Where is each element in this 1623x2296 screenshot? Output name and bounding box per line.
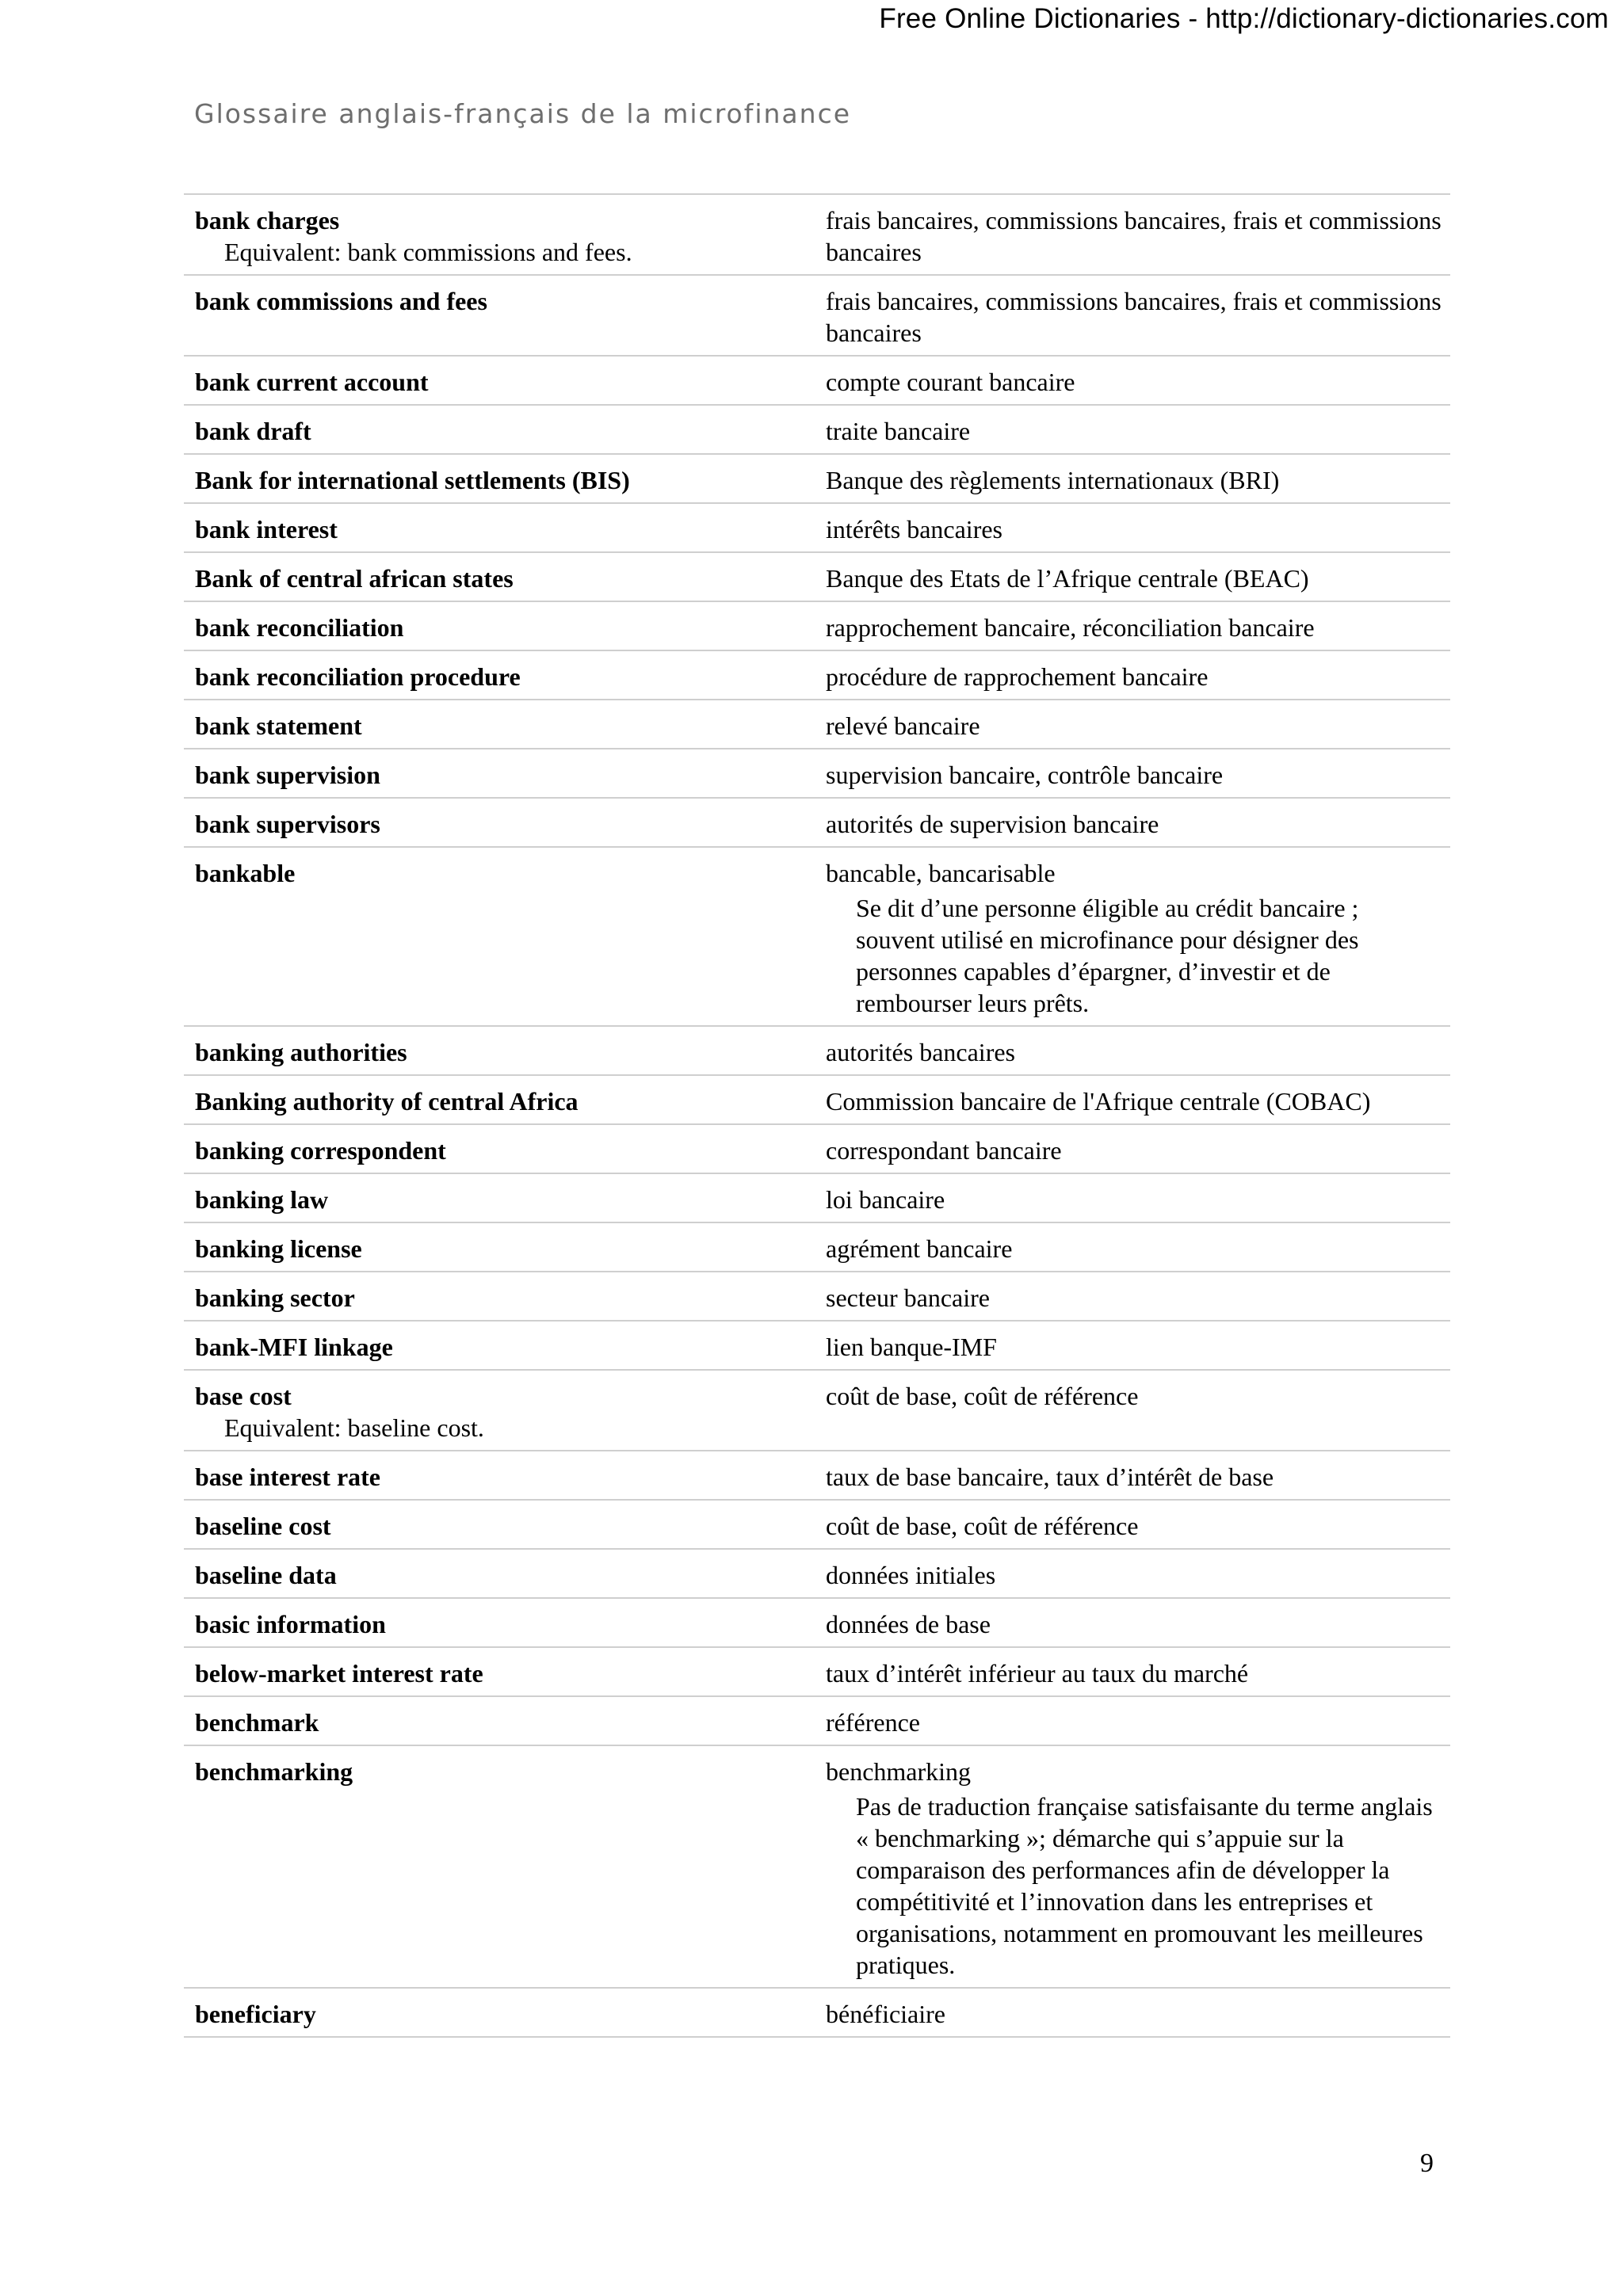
glossary-table: [184, 193, 1450, 2038]
definition-note: Se dit d’une personne éligible au crédit bancaire ; souvent utilisé en microfinance pour désigner des personnes capables d’épargner, d’investir et de rembourser leurs prêts.: [856, 894, 1359, 1017]
glossary-row: [184, 504, 1450, 553]
english-cell: [184, 1989, 818, 2036]
english-term: banking correspondent: [195, 1136, 446, 1165]
english-term: baseline data: [195, 1561, 337, 1589]
french-translation: correspondant bancaire: [826, 1136, 1062, 1165]
french-translation: traite bancaire: [826, 417, 971, 445]
english-cell: [184, 602, 818, 650]
french-translation: benchmarking: [826, 1757, 972, 1786]
french-cell: [818, 1599, 1450, 1646]
french-translation: coût de base, coût de référence: [826, 1382, 1139, 1410]
english-term: bank interest: [195, 515, 338, 543]
english-cell: [184, 1027, 818, 1074]
english-cell: [184, 406, 818, 453]
french-cell: [818, 1697, 1450, 1745]
french-cell: [818, 602, 1450, 650]
french-translation: taux d’intérêt inférieur au taux du marché: [826, 1659, 1249, 1688]
english-cell: [184, 1371, 818, 1450]
french-cell: [818, 1501, 1450, 1548]
english-term: bank reconciliation: [195, 613, 404, 642]
glossary-row: [184, 1272, 1450, 1322]
english-cell: [184, 504, 818, 551]
french-translation: frais bancaires, commissions bancaires, frais et commissions bancaires: [826, 287, 1442, 347]
french-translation: procédure de rapprochement bancaire: [826, 662, 1209, 691]
definition-note: Pas de traduction française satisfaisante du terme anglais « benchmarking »; démarche qui s’appuie sur la comparaison des performances afin de développer la compétitivité et l’innovation dans les entreprises et organisations, notamment en promouvant les meilleures pratiques.: [856, 1792, 1433, 1979]
french-cell: [818, 276, 1450, 355]
french-translation: secteur bancaire: [826, 1283, 990, 1312]
french-cell: [818, 1648, 1450, 1695]
glossary-row: [184, 1451, 1450, 1501]
english-cell: [184, 1322, 818, 1369]
english-term: bankable: [195, 859, 296, 887]
english-cell: [184, 1174, 818, 1222]
french-cell: [818, 406, 1450, 453]
glossary-row: [184, 1223, 1450, 1272]
french-cell: [818, 1322, 1450, 1369]
english-cell: [184, 651, 818, 699]
equivalent-note: Equivalent: bank commissions and fees.: [224, 238, 632, 266]
french-cell: [818, 700, 1450, 748]
english-cell: [184, 1599, 818, 1646]
french-cell: [818, 1174, 1450, 1222]
glossary-row: [184, 1125, 1450, 1174]
glossary-row: [184, 1501, 1450, 1550]
glossary-row: [184, 1746, 1450, 1989]
english-cell: [184, 195, 818, 274]
french-cell: [818, 1223, 1450, 1271]
french-cell: [818, 1125, 1450, 1173]
glossary-row: [184, 406, 1450, 455]
glossary-row: [184, 1322, 1450, 1371]
french-translation: autorités bancaires: [826, 1038, 1015, 1066]
english-cell: [184, 1746, 818, 1987]
english-term: banking authorities: [195, 1038, 407, 1066]
english-term: benchmark: [195, 1708, 319, 1737]
french-translation: données initiales: [826, 1561, 996, 1589]
english-cell: [184, 455, 818, 502]
english-term: bank reconciliation procedure: [195, 662, 521, 691]
french-translation: Banque des Etats de l’Afrique centrale (BEAC): [826, 564, 1309, 593]
english-cell: [184, 799, 818, 846]
english-term: Bank for international settlements (BIS): [195, 466, 630, 494]
french-translation: taux de base bancaire, taux d’intérêt de base: [826, 1463, 1274, 1491]
english-cell: [184, 1076, 818, 1123]
glossary-row: [184, 1989, 1450, 2038]
english-term: bank statement: [195, 711, 362, 740]
french-translation: autorités de supervision bancaire: [826, 810, 1159, 838]
english-term: base interest rate: [195, 1463, 380, 1491]
french-cell: [818, 1550, 1450, 1597]
french-translation: frais bancaires, commissions bancaires, frais et commissions bancaires: [826, 206, 1442, 266]
french-translation: bénéficiaire: [826, 2000, 945, 2028]
french-cell: [818, 749, 1450, 797]
glossary-row: [184, 749, 1450, 799]
french-cell: [818, 357, 1450, 404]
english-term: below-market interest rate: [195, 1659, 483, 1688]
french-cell: [818, 553, 1450, 601]
glossary-row: [184, 195, 1450, 276]
glossary-row: [184, 1174, 1450, 1223]
french-translation: loi bancaire: [826, 1185, 945, 1214]
english-cell: [184, 749, 818, 797]
french-translation: compte courant bancaire: [826, 368, 1075, 396]
glossary-row: [184, 1027, 1450, 1076]
site-header: Free Online Dictionaries - http://dictionary-dictionaries.com: [879, 3, 1609, 34]
glossary-row: [184, 1076, 1450, 1125]
french-translation: données de base: [826, 1610, 991, 1638]
english-cell: [184, 1125, 818, 1173]
document-title: Glossaire anglais-français de la microfinance: [194, 98, 852, 129]
french-cell: [818, 1027, 1450, 1074]
glossary-row: [184, 276, 1450, 357]
english-cell: [184, 1223, 818, 1271]
french-cell: [818, 799, 1450, 846]
glossary-row: [184, 1648, 1450, 1697]
french-translation: Banque des règlements internationaux (BRI): [826, 466, 1280, 494]
english-term: bank commissions and fees: [195, 287, 487, 315]
english-cell: [184, 1272, 818, 1320]
english-cell: [184, 1451, 818, 1499]
equivalent-note: Equivalent: baseline cost.: [224, 1413, 484, 1442]
english-term: beneficiary: [195, 2000, 316, 2028]
english-term: Bank of central african states: [195, 564, 514, 593]
english-term: bank supervisors: [195, 810, 380, 838]
french-translation: relevé bancaire: [826, 711, 980, 740]
french-translation: Commission bancaire de l'Afrique centrale (COBAC): [826, 1087, 1371, 1116]
french-cell: [818, 1989, 1450, 2036]
french-translation: agrément bancaire: [826, 1234, 1013, 1263]
english-cell: [184, 276, 818, 355]
english-term: bank supervision: [195, 761, 380, 789]
english-term: base cost: [195, 1382, 292, 1410]
english-cell: [184, 848, 818, 1025]
french-cell: [818, 651, 1450, 699]
glossary-row: [184, 602, 1450, 651]
glossary-row: [184, 553, 1450, 602]
english-term: banking law: [195, 1185, 329, 1214]
glossary-row: [184, 799, 1450, 848]
glossary-row: [184, 1599, 1450, 1648]
english-cell: [184, 553, 818, 601]
french-cell: [818, 1451, 1450, 1499]
glossary-row: [184, 357, 1450, 406]
glossary-row: [184, 455, 1450, 504]
english-term: baseline cost: [195, 1512, 331, 1540]
english-cell: [184, 1697, 818, 1745]
french-translation: référence: [826, 1708, 920, 1737]
french-translation: lien banque-IMF: [826, 1333, 997, 1361]
english-term: banking sector: [195, 1283, 355, 1312]
glossary-row: [184, 651, 1450, 700]
french-cell: [818, 848, 1450, 1025]
english-term: bank draft: [195, 417, 311, 445]
english-term: bank current account: [195, 368, 429, 396]
french-cell: [818, 1076, 1450, 1123]
english-cell: [184, 700, 818, 748]
french-cell: [818, 1272, 1450, 1320]
english-term: bank-MFI linkage: [195, 1333, 393, 1361]
english-cell: [184, 357, 818, 404]
french-translation: supervision bancaire, contrôle bancaire: [826, 761, 1224, 789]
glossary-row: [184, 700, 1450, 749]
english-cell: [184, 1648, 818, 1695]
french-cell: [818, 455, 1450, 502]
english-cell: [184, 1501, 818, 1548]
french-cell: [818, 1746, 1450, 1987]
english-term: banking license: [195, 1234, 362, 1263]
french-translation: bancable, bancarisable: [826, 859, 1056, 887]
english-term: benchmarking: [195, 1757, 353, 1786]
glossary-row: [184, 1371, 1450, 1451]
french-translation: intérêts bancaires: [826, 515, 1002, 543]
french-cell: [818, 195, 1450, 274]
english-term: bank charges: [195, 206, 340, 235]
french-translation: rapprochement bancaire, réconciliation bancaire: [826, 613, 1315, 642]
english-term: Banking authority of central Africa: [195, 1087, 579, 1116]
english-term: basic information: [195, 1610, 386, 1638]
french-cell: [818, 1371, 1450, 1450]
french-cell: [818, 504, 1450, 551]
french-translation: coût de base, coût de référence: [826, 1512, 1139, 1540]
page-number: 9: [1420, 2149, 1434, 2178]
glossary-row: [184, 1697, 1450, 1746]
glossary-row: [184, 848, 1450, 1027]
glossary-row: [184, 1550, 1450, 1599]
english-cell: [184, 1550, 818, 1597]
